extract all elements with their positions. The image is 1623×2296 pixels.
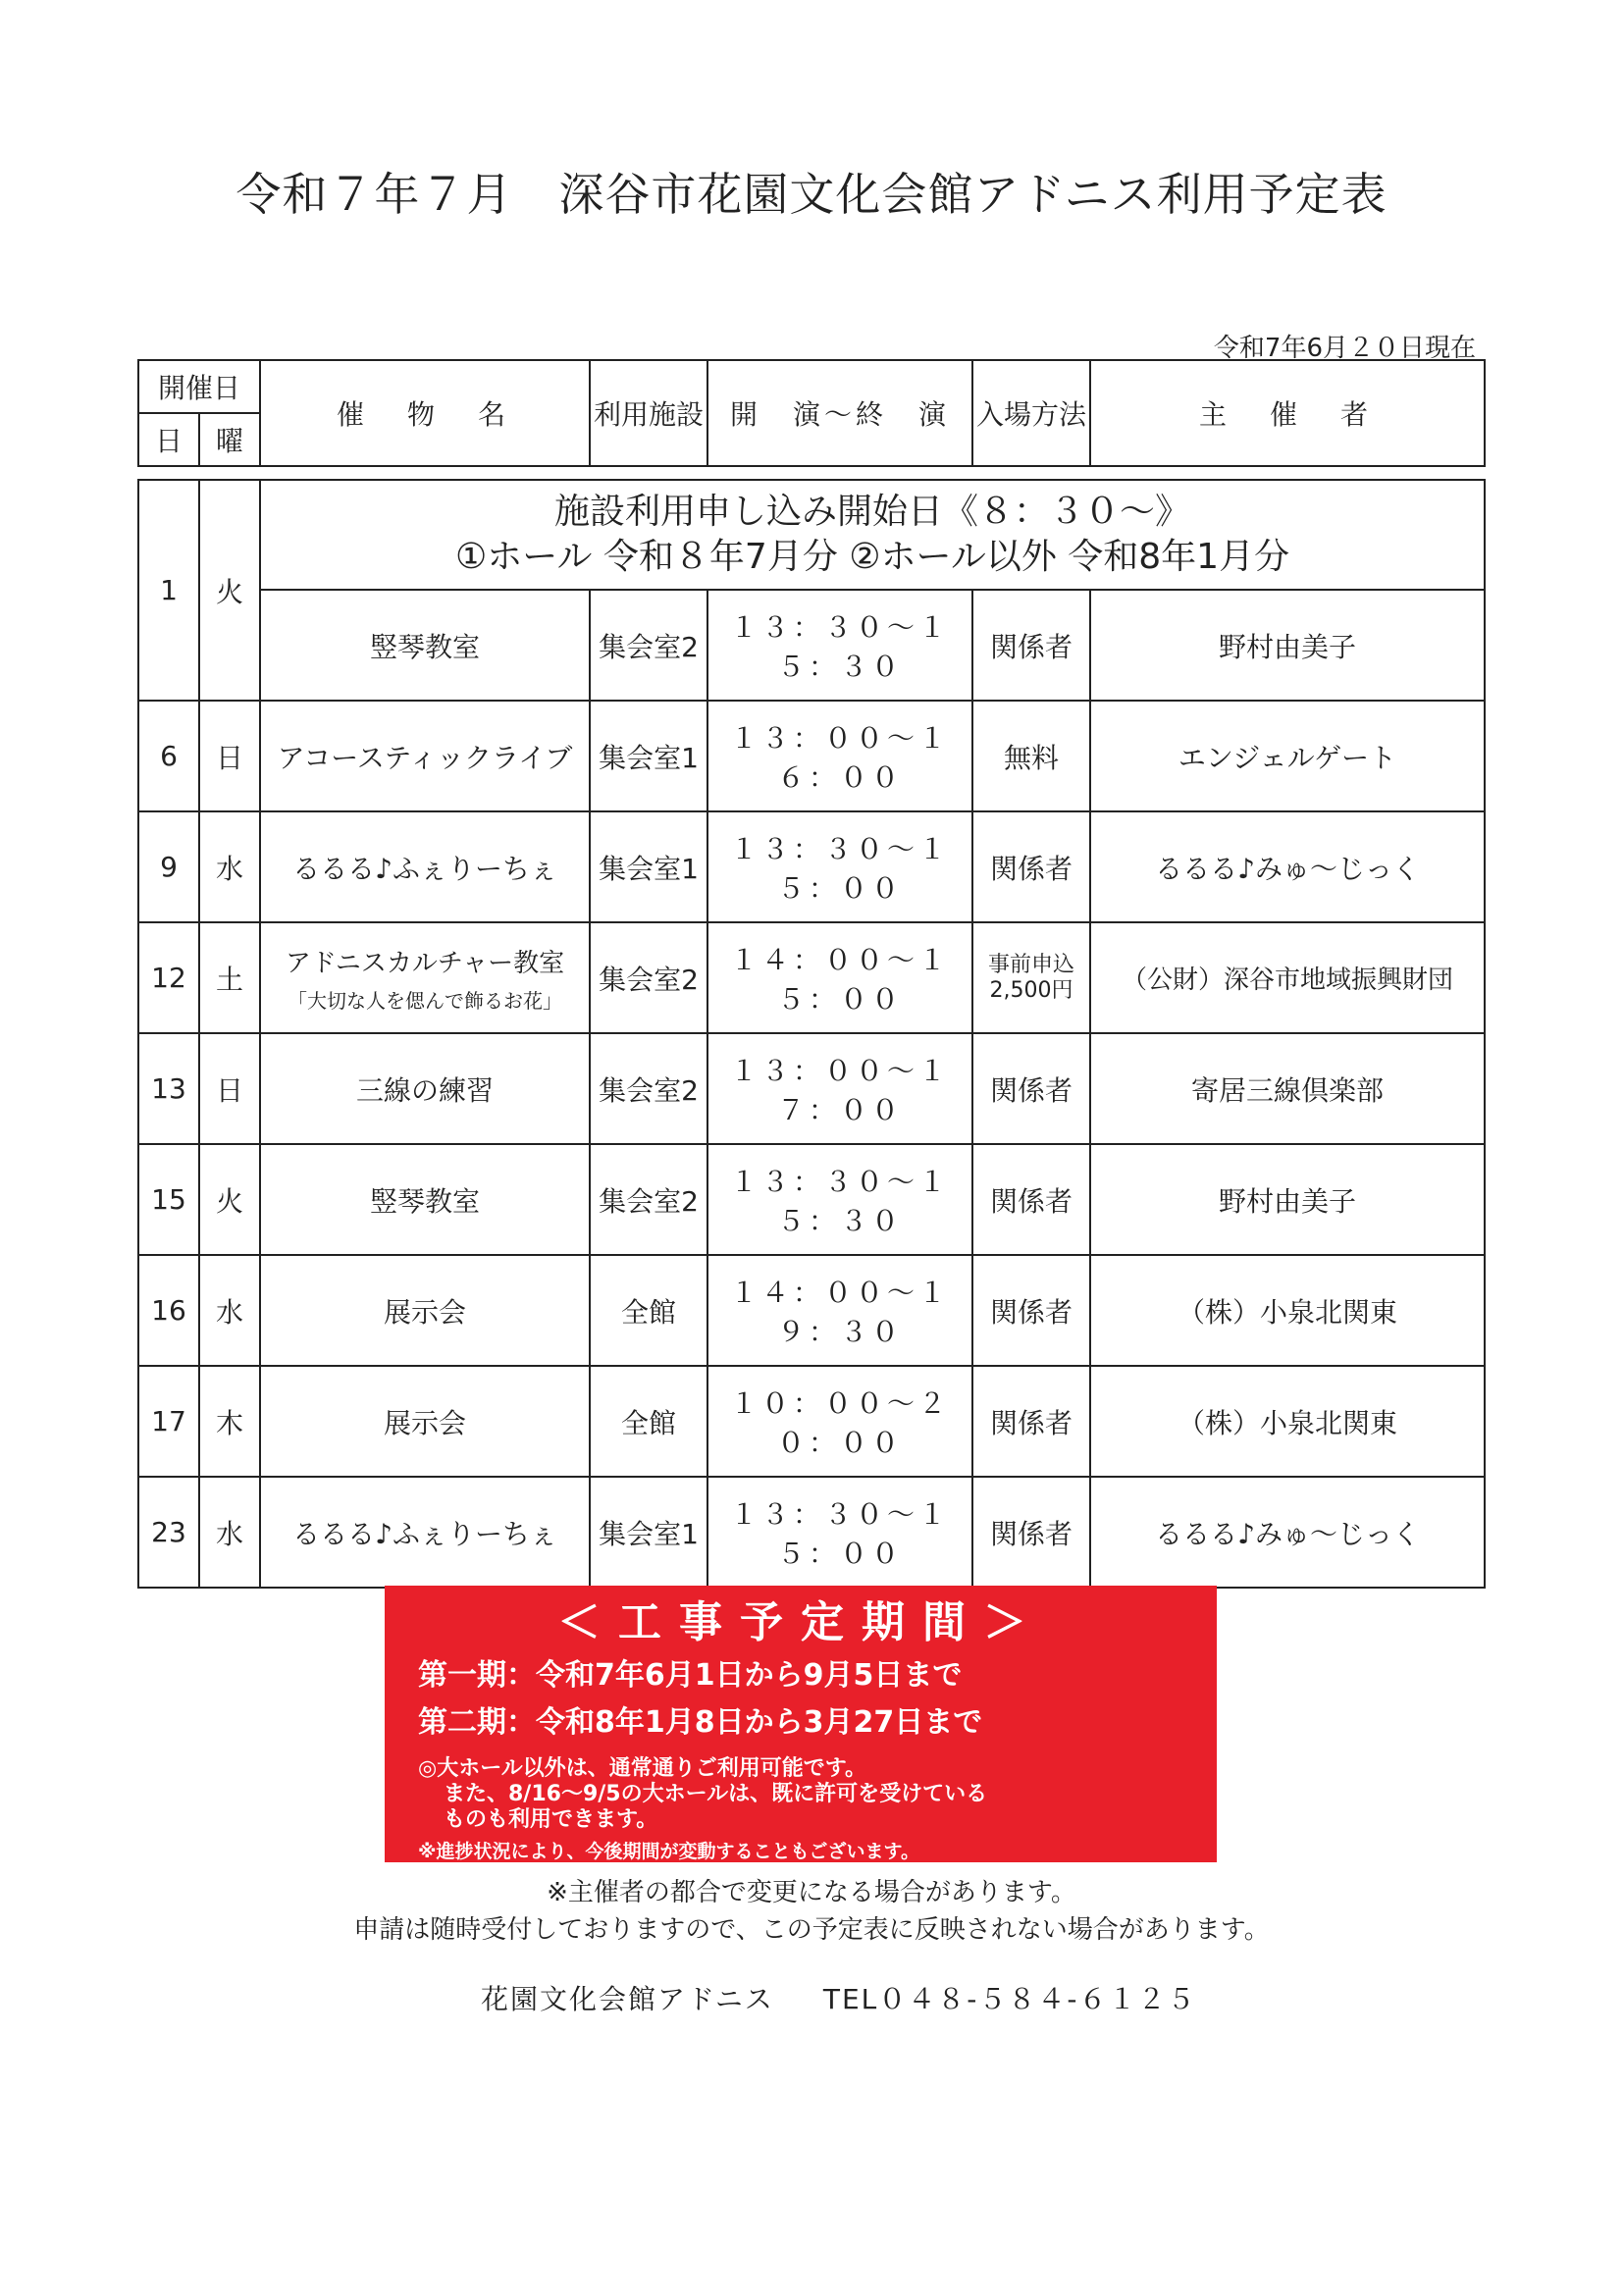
- footer-tel: TEL０４８-５８４-６１２５: [822, 1983, 1197, 2015]
- admission-cell: 無料: [972, 701, 1090, 811]
- time-cell: １３：３０～１５：３０: [707, 1144, 972, 1255]
- facility-cell: 集会室1: [590, 811, 707, 922]
- admission-cell: 関係者: [972, 590, 1090, 701]
- table-row: [138, 590, 1485, 701]
- notice-cell: [260, 480, 1485, 590]
- header-separator: [138, 466, 1485, 480]
- organizer-cell: （株）小泉北関東: [1090, 1366, 1485, 1477]
- day-cell: 15: [138, 1144, 199, 1255]
- footer-note-1: ※主催者の都合で変更になる場合があります。: [547, 1878, 1076, 1907]
- admission-cell: 関係者: [972, 1477, 1090, 1588]
- time-cell: １３：３０～１５：３０: [707, 590, 972, 701]
- event-cell: 展示会: [260, 1255, 590, 1366]
- table-row: [138, 1366, 1485, 1477]
- weekday-cell: 日: [199, 1033, 260, 1144]
- time-cell: １４：００～１９：３０: [707, 1255, 972, 1366]
- admission-cell: 関係者: [972, 811, 1090, 922]
- organizer-cell: るるる♪みゅ～じっく: [1090, 811, 1485, 922]
- table-row: [138, 1144, 1485, 1255]
- time-cell: １４：００～１５：００: [707, 922, 972, 1033]
- event-cell: 展示会: [260, 1366, 590, 1477]
- day-cell: 6: [138, 701, 199, 811]
- notice-line-2: ①ホール 令和８年7月分 ②ホール以外 令和8年1月分: [454, 537, 1290, 577]
- facility-cell: 全館: [590, 1366, 707, 1477]
- construction-notice-box: [385, 1586, 1217, 1862]
- weekday-cell: 日: [199, 701, 260, 811]
- event-cell: 三線の練習: [260, 1033, 590, 1144]
- table-row: [138, 811, 1485, 922]
- day-cell: 1: [138, 480, 199, 701]
- facility-cell: 集会室1: [590, 701, 707, 811]
- header-weekday: 曜: [199, 413, 260, 466]
- admission-fee: 2,500円: [989, 977, 1073, 1003]
- admission-cell: 関係者: [972, 1255, 1090, 1366]
- organizer-cell: るるる♪みゅ～じっく: [1090, 1477, 1485, 1588]
- event-subtitle: 「大切な人を偲んで飾るお花」: [288, 988, 563, 1013]
- footer-venue: 花園文化会館アドニス: [481, 1983, 774, 2015]
- weekday-cell: 火: [199, 480, 260, 701]
- header-admission: 入場方法: [972, 360, 1090, 466]
- header-facility: 利用施設: [590, 360, 707, 466]
- event-cell: 竪琴教室: [260, 590, 590, 701]
- footer-contact: [481, 1978, 1246, 2017]
- admission-cell: 関係者: [972, 1144, 1090, 1255]
- event-cell: 竪琴教室: [260, 1144, 590, 1255]
- admission-cell: [972, 922, 1090, 1033]
- facility-cell: 集会室2: [590, 1033, 707, 1144]
- header-event: 催 物 名: [260, 360, 590, 466]
- weekday-cell: 水: [199, 1477, 260, 1588]
- event-cell: るるる♪ふぇりーちぇ: [260, 811, 590, 922]
- facility-cell: 全館: [590, 1255, 707, 1366]
- facility-cell: 集会室2: [590, 922, 707, 1033]
- header-time: 開 演～終 演: [707, 360, 972, 466]
- event-cell: るるる♪ふぇりーちぇ: [260, 1477, 590, 1588]
- construction-small-note: ※進捗状況により、今後期間が変動することもございます。: [418, 1841, 919, 1862]
- organizer-cell: 寄居三線倶楽部: [1090, 1033, 1485, 1144]
- event-title: アドニスカルチャー教室: [285, 948, 565, 978]
- organizer-cell: （公財）深谷市地域振興財団: [1090, 922, 1485, 1033]
- table-header-row: [138, 360, 1485, 413]
- weekday-cell: 土: [199, 922, 260, 1033]
- admission-cell: 関係者: [972, 1366, 1090, 1477]
- time-cell: １３：３０～１５：００: [707, 1477, 972, 1588]
- time-cell: １３：００～１６：００: [707, 701, 972, 811]
- facility-cell: 集会室1: [590, 1477, 707, 1588]
- admission-method: 事前申込: [988, 952, 1075, 977]
- construction-note-line-1: ◎大ホール以外は、通常通りご利用可能です。: [418, 1756, 866, 1781]
- time-cell: １３：００～１７：００: [707, 1033, 972, 1144]
- construction-note: [418, 1756, 1183, 1833]
- table-row: [138, 1033, 1485, 1144]
- facility-cell: 集会室2: [590, 590, 707, 701]
- notice-line-1: 施設利用申し込み開始日《８：３０～》: [554, 492, 1191, 532]
- facility-cell: 集会室2: [590, 1144, 707, 1255]
- day-cell: 16: [138, 1255, 199, 1366]
- construction-period-1: 第一期：令和7年6月1日から9月5日まで: [418, 1658, 963, 1693]
- organizer-cell: 野村由美子: [1090, 590, 1485, 701]
- weekday-cell: 水: [199, 1255, 260, 1366]
- day-cell: 12: [138, 922, 199, 1033]
- admission-cell: 関係者: [972, 1033, 1090, 1144]
- day-cell: 23: [138, 1477, 199, 1588]
- organizer-cell: エンジェルゲート: [1090, 701, 1485, 811]
- footer-note-2: 申請は随時受付しておりますので、この予定表に反映されない場合があります。: [353, 1915, 1270, 1945]
- weekday-cell: 水: [199, 811, 260, 922]
- construction-note-line-3: ものも利用できます。: [444, 1807, 658, 1832]
- event-cell: [260, 922, 590, 1033]
- construction-title: ＜工事予定期間＞: [557, 1597, 1044, 1647]
- table-row: [138, 480, 1485, 590]
- schedule-table: [137, 359, 1486, 1589]
- table-row: [138, 701, 1485, 811]
- header-date-group: 開催日: [138, 360, 260, 413]
- page-title: 令和７年７月 深谷市花園文化会館アドニス利用予定表: [236, 168, 1387, 221]
- organizer-cell: （株）小泉北関東: [1090, 1255, 1485, 1366]
- organizer-cell: 野村由美子: [1090, 1144, 1485, 1255]
- table-row: [138, 1477, 1485, 1588]
- day-cell: 9: [138, 811, 199, 922]
- construction-note-line-2: また、8/16～9/5の大ホールは、既に許可を受けている: [444, 1782, 988, 1806]
- day-cell: 13: [138, 1033, 199, 1144]
- table-row: [138, 1255, 1485, 1366]
- time-cell: １３：３０～１５：００: [707, 811, 972, 922]
- header-day: 日: [138, 413, 199, 466]
- table-row: [138, 922, 1485, 1033]
- header-organizer: 主 催 者: [1090, 360, 1485, 466]
- time-cell: １０：００～２０：００: [707, 1366, 972, 1477]
- as-of-date: 令和7年6月２０日現在: [1213, 334, 1476, 363]
- event-cell: アコースティックライブ: [260, 701, 590, 811]
- weekday-cell: 木: [199, 1366, 260, 1477]
- weekday-cell: 火: [199, 1144, 260, 1255]
- construction-period-2: 第二期：令和8年1月8日から3月27日まで: [418, 1705, 983, 1740]
- day-cell: 17: [138, 1366, 199, 1477]
